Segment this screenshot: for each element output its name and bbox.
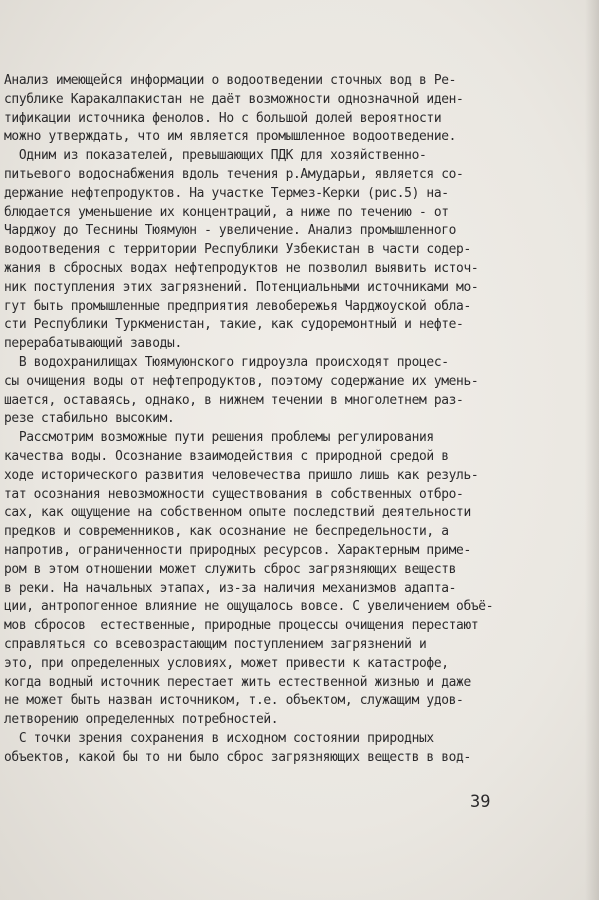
text-line: объектов, какой бы то ни было сброс загрязняющих веществ в вод- — [4, 749, 471, 765]
text-line: справляться со всевозрастающим поступлением загрязнений и — [4, 636, 427, 652]
text-line: тат осознания невозможности существования в собственных отбро- — [4, 486, 464, 502]
text-line: водоотведения с территории Республики Узбекистан в части содер- — [4, 242, 471, 258]
text-line: В водохранилищах Тюямуюнского гидроузла происходят процес- — [4, 354, 449, 370]
text-line: держание нефтепродуктов. На участке Термез-Керки (рис.5) на- — [4, 185, 449, 201]
text-line: сах, как ощущение на собственном опыте последствий деятельности — [4, 505, 471, 521]
text-line: ции, антропогенное влияние не ощущалось вовсе. С увеличением объё- — [4, 599, 494, 615]
page-edge-shadow — [585, 0, 599, 900]
text-line: перерабатывающий заводы. — [4, 336, 182, 352]
page-number: 39 — [470, 792, 491, 812]
text-line: Чарджоу до Теснины Тюямуюн - увеличение. Анализ промышленного — [4, 223, 457, 239]
text-line: предков и современников, как осознание не беспредельности, а — [4, 524, 449, 540]
text-line: качества воды. Осознание взаимодействия с природной средой в — [4, 448, 449, 464]
text-line: можно утверждать, что им является промышленное водоотведение. — [4, 129, 457, 145]
text-line: напротив, ограниченности природных ресурсов. Характерным приме- — [4, 542, 471, 558]
text-line: когда водный источник перестает жить естественной жизнью и даже — [4, 674, 471, 690]
text-line: Одним из показателей, превышающих ПДК для хозяйственно- — [4, 148, 427, 164]
text-line: Анализ имеющейся информации о водоотведении сточных вод в Ре- — [4, 73, 457, 88]
text-line: ник поступления этих загрязнений. Потенциальными источниками мо- — [4, 279, 479, 295]
text-line: это, при определенных условиях, может привести к катастрофе, — [4, 655, 449, 671]
text-line: ром в этом отношении может служить сброс загрязняющих веществ — [4, 561, 457, 577]
text-line: тификации источника фенолов. Но с большой долей вероятности — [4, 110, 442, 126]
text-line: спублике Каракалпакистан не даёт возможности однозначной иден- — [4, 91, 464, 107]
text-line: гут быть промышленные предприятия левобережья Чарджоуской обла- — [4, 298, 471, 314]
text-line: в реки. На начальных этапах, из-за наличия механизмов адапта- — [4, 580, 457, 596]
text-line: сы очищения воды от нефтепродуктов, поэтому содержание их умень- — [4, 373, 479, 389]
text-line: Рассмотрим возможные пути решения проблемы регулирования — [4, 430, 434, 446]
text-line: летворению определенных потребностей. — [4, 712, 279, 728]
text-line: не может быть назван источником, т.е. объектом, служащим удов- — [4, 693, 464, 709]
text-line: ходе исторического развития человечества пришло лишь как резуль- — [4, 467, 479, 483]
text-line: блюдается уменьшение их концентраций, а ниже по течению - от — [4, 204, 449, 220]
text-line: мов сбросов естественные, природные процессы очищения перестают — [4, 618, 479, 634]
text-line: жания в сбросных водах нефтепродуктов не позволил выявить источ- — [4, 260, 479, 276]
text-line: питьевого водоснабжения вдоль течения р.Амударьи, является со- — [4, 166, 464, 182]
text-line: сти Республики Туркменистан, такие, как судоремонтный и нефте- — [4, 317, 464, 333]
body-text — [4, 72, 524, 767]
text-line: резе стабильно высоким. — [4, 411, 175, 427]
text-line: С точки зрения сохранения в исходном состоянии природных — [4, 730, 434, 746]
text-line: шается, оставаясь, однако, в нижнем течении в многолетнем раз- — [4, 392, 464, 408]
